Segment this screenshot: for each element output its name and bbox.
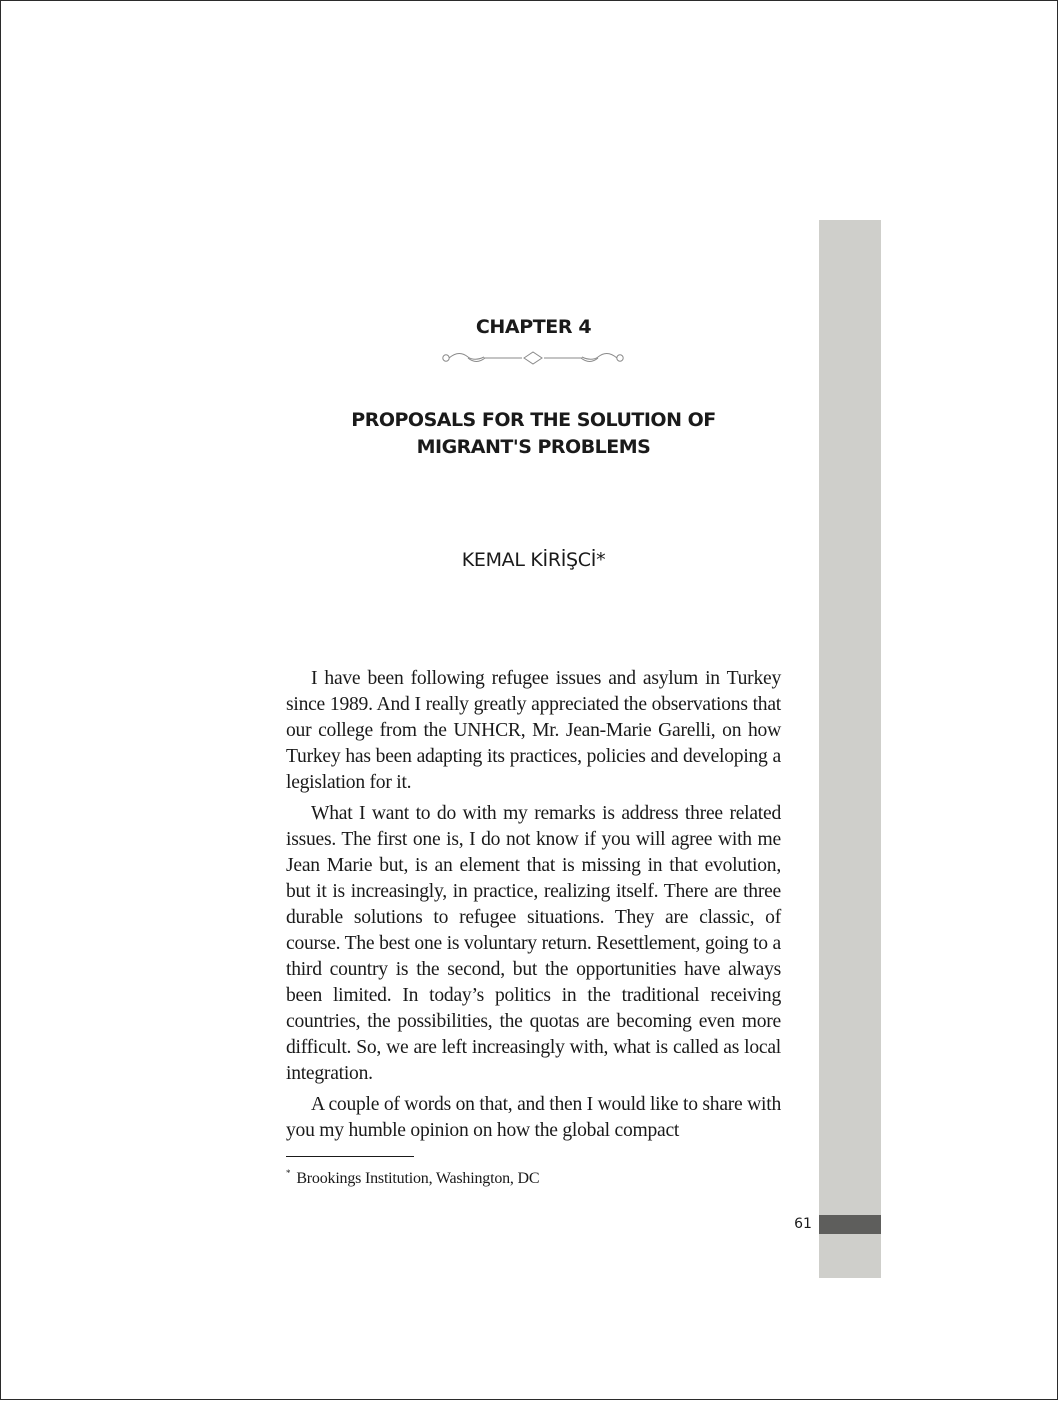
chapter-label: CHAPTER 4: [475, 316, 592, 338]
body-paragraph: A couple of words on that, and then I would like to share with you my humble opinion on how the global compact: [286, 1094, 781, 1141]
footnote: [286, 1162, 781, 1190]
chapter-title-line-1: PROPOSALS FOR THE SOLUTION OF: [351, 409, 716, 431]
page-number: 61: [794, 1216, 812, 1232]
chapter-title-line-2: MIGRANT'S PROBLEMS: [416, 436, 651, 458]
body-paragraph: I have been following refugee issues and asylum in Turkey since 1989. And I really greatly appreciated the observations that our college from the UNHCR, Mr. Jean-Marie Garelli, on how Turkey has been adapting its practices, policies and developing a legislation for it.: [286, 668, 781, 793]
body-paragraph: What I want to do with my remarks is address three related issues. The first one is, I do not know if you will agree with me Jean Marie but, is an element that is missing in that evolution, but it is increasingly, in practice, realizing itself. There are three durable solutions to refugee situations. They are classic, of course. The best one is voluntary return. Resettlement, going to a third country is the second, but the opportunities have always been limited. In today’s politics in the traditional receiving countries, the possibilities, the quotas are becoming even more difficult. So, we are left increasingly with, what is called as local integration.: [286, 803, 781, 1084]
page-side-band: [819, 220, 881, 1278]
author-name: KEMAL KİRİŞCİ*: [461, 549, 606, 571]
page-number-tab: [819, 1215, 881, 1234]
body-text: [286, 666, 781, 1149]
footnote-separator: [286, 1156, 414, 1157]
footnote-text: Brookings Institution, Washington, DC: [296, 1170, 540, 1187]
footnote-marker: *: [286, 1168, 291, 1178]
scroll-flourish-divider-icon: [438, 347, 628, 369]
chapter-title: [286, 407, 781, 461]
